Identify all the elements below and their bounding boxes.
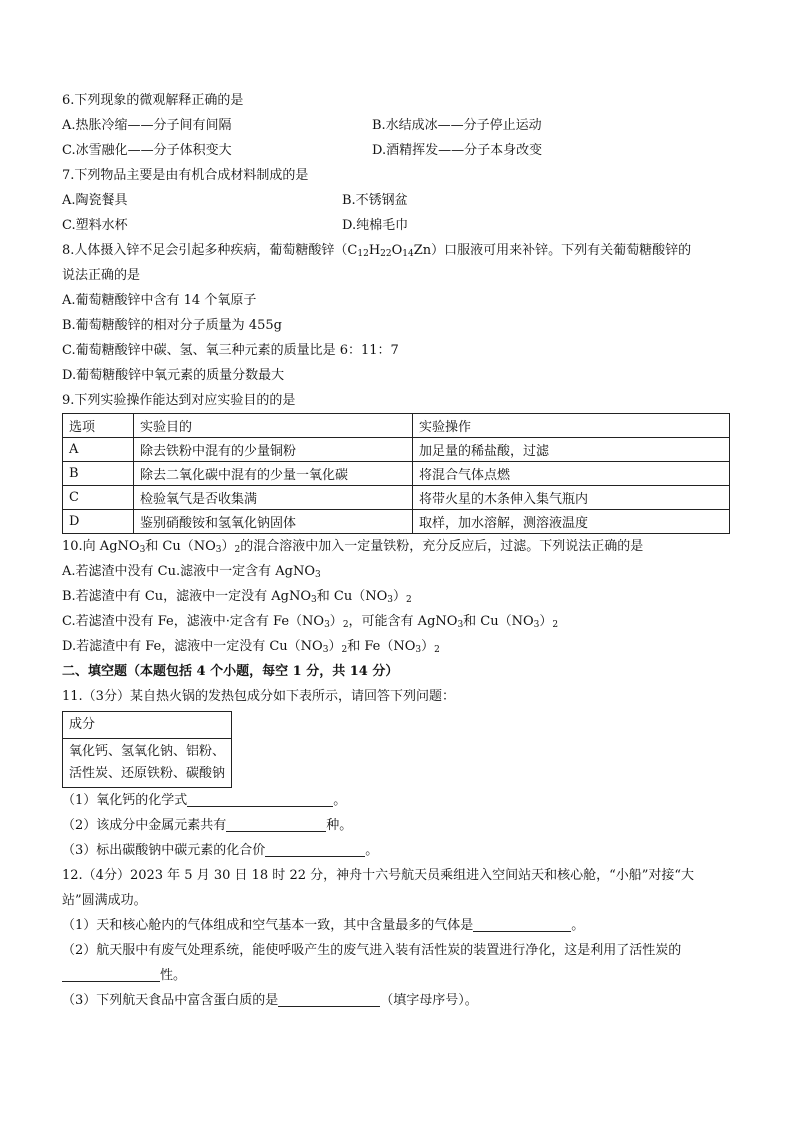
table-row (63, 486, 730, 510)
header-purpose: 实验目的 (134, 414, 413, 438)
exam-page (62, 88, 732, 1013)
q7-option-c: C.塑料水杯 (62, 218, 128, 233)
q10-sub: 3 (314, 570, 321, 580)
q6-option-a: A.热胀冷缩——分子间有间隔 (62, 118, 232, 133)
section-title: 二、填空题（本题包括 4 个小题，每空 1 分，共 14 分） (62, 664, 399, 679)
q10-option-a (62, 559, 732, 584)
q11-part3 (62, 838, 732, 863)
cell-operation: 将混合气体点燃 (413, 462, 730, 486)
q10-sub: 3 (322, 645, 329, 655)
q8-option-c: C.葡萄糖酸锌中碳、氢、氧三种元素的质量比是 6：11：7 (62, 343, 399, 358)
q10-sub: 3 (533, 620, 540, 630)
q10-text: ） (221, 539, 235, 554)
q10-option-b (62, 584, 732, 609)
q10-text: ） (329, 614, 343, 629)
header-operation: 实验操作 (413, 414, 730, 438)
answer-blank[interactable] (278, 990, 380, 1007)
cell-option: C (63, 486, 134, 510)
q10-sub: 2 (342, 620, 349, 630)
q7-options-row1 (62, 188, 732, 213)
q10-text: 和 Fe（NO (347, 639, 416, 654)
q9-table (62, 413, 730, 534)
table-row (63, 462, 730, 486)
table-row (63, 739, 232, 788)
q10-sub: 2 (434, 645, 440, 655)
q10-stem (62, 534, 732, 559)
q12-text: （填字母序号）。 (380, 993, 478, 1008)
cell-operation: 加足量的稀盐酸，过滤 (413, 438, 730, 462)
header-component: 成分 (63, 712, 232, 739)
table-header-row (63, 414, 730, 438)
cell-components (63, 739, 232, 788)
q7-option-d: D.纯棉毛巾 (342, 218, 409, 233)
q8-element-h: H (368, 243, 381, 258)
q6-option-d: D.酒精挥发——分子本身改变 (372, 143, 543, 158)
q10-sub: 3 (457, 620, 464, 630)
q12-text: （3）下列航天食品中富含蛋白质的是 (62, 993, 279, 1008)
q12-stem-line2: 站”圆满成功。 (62, 893, 147, 908)
cell-purpose: 鉴别硝酸铵和氢氧化钠固体 (134, 510, 413, 534)
table-row (63, 438, 730, 462)
cell-operation: 将带火星的木条伸入集气瓶内 (413, 486, 730, 510)
q11-component-table (62, 711, 232, 788)
q10-text: B.若滤渣中有 Cu，滤液中一定没有 AgNO (62, 589, 312, 604)
q10-sub: 2 (406, 595, 412, 605)
q10-sub: 3 (139, 545, 146, 555)
table-row (63, 510, 730, 534)
q10-sub: 3 (387, 595, 393, 605)
q8-stem-line2: 说法正确的是 (62, 268, 141, 283)
q7-options-row2 (62, 213, 732, 238)
q12-part2: （2）航天服中有废气处理系统，能使呼吸产生的废气进入装有活性炭的装置进行净化，这是利用了活性炭的 (62, 943, 682, 958)
q10-text: A.若滤渣中没有 Cu.滤液中一定含有 AgNO (62, 564, 315, 579)
q12-part1 (62, 913, 732, 938)
q11-text: （3）标出碳酸钠中碳元素的化合价 (62, 843, 266, 858)
q11-part2 (62, 813, 732, 838)
q10-text: 10.向 AgNO (62, 539, 140, 554)
q10-option-c (62, 609, 732, 634)
q11-text: 。 (365, 843, 379, 858)
components-line2: 活性炭、还原铁粉、碳酸钠 (69, 766, 226, 781)
q6-stem: 6.下列现象的微观解释正确的是 (62, 93, 244, 108)
q10-sub: 3 (215, 545, 222, 555)
answer-blank[interactable] (473, 915, 571, 932)
q8-sub-o: 14 (402, 249, 414, 259)
q7-option-a: A.陶瓷餐具 (62, 193, 128, 208)
q7-stem: 7.下列物品主要是由有机合成材料制成的是 (62, 168, 309, 183)
q10-sub: 3 (415, 645, 422, 655)
table-header-row (63, 712, 232, 739)
q12-stem: 12.（4分）2023 年 5 月 30 日 18 时 22 分，神舟十六号航天员乘组进入空间站天和核心舱，“小船”对接“大 (62, 868, 695, 883)
cell-operation: 取样，加水溶解，测溶液温度 (413, 510, 730, 534)
q10-option-d (62, 634, 732, 659)
q10-text: D.若滤渣中有 Fe，滤液中一定没有 Cu（NO (62, 639, 323, 654)
q12-part2-cont (62, 963, 732, 988)
q10-text: ，可能含有 AgNO (348, 614, 458, 629)
q10-text: ） (328, 639, 342, 654)
q8-stem (62, 238, 732, 263)
q10-sub: 2 (234, 545, 241, 555)
q8-option-a: A.葡萄糖酸锌中含有 14 个氧原子 (62, 293, 257, 308)
q10-text: ） (392, 589, 406, 604)
header-option: 选项 (63, 414, 134, 438)
q8-stem-part: Zn）口服液可用来补锌。下列有关葡萄糖酸锌的 (413, 243, 692, 258)
q10-text: 和 Cu（NO (145, 539, 216, 554)
q11-text: （1）氧化钙的化学式 (62, 793, 188, 808)
answer-blank[interactable] (62, 965, 160, 982)
q10-sub: 2 (552, 620, 559, 630)
q11-part1 (62, 788, 732, 813)
q10-sub: 2 (341, 645, 348, 655)
answer-blank[interactable] (226, 815, 326, 832)
cell-option: B (63, 462, 134, 486)
q10-text: ） (539, 614, 553, 629)
q12-part3 (62, 988, 732, 1013)
cell-purpose: 除去二氧化碳中混有的少量一氧化碳 (134, 462, 413, 486)
answer-blank[interactable] (187, 790, 333, 807)
q8-element-o: O (391, 243, 403, 258)
q11-text: 种。 (326, 818, 353, 833)
q10-text: 的混合溶液中加入一定量铁粉，充分反应后，过滤。下列说法正确的是 (240, 539, 644, 554)
q6-options-row1 (62, 113, 732, 138)
q12-text: （1）天和核心舱内的气体组成和空气基本一致，其中含量最多的气体是 (62, 918, 474, 933)
q10-sub: 3 (311, 595, 317, 605)
cell-purpose: 除去铁粉中混有的少量铜粉 (134, 438, 413, 462)
q12-text: 性。 (160, 968, 187, 983)
q8-stem-part: 8.人体摄入锌不足会引起多种疾病，葡萄糖酸锌（C (62, 243, 358, 258)
components-line1: 氧化钙、氢氧化钠、铝粉、 (69, 744, 226, 759)
cell-purpose: 检验氧气是否收集满 (134, 486, 413, 510)
q9-stem: 9.下列实验操作能达到对应实验目的的是 (62, 393, 296, 408)
q6-option-c: C.冰雪融化——分子体积变大 (62, 143, 232, 158)
q6-option-b: B.水结成冰——分子停止运动 (372, 118, 542, 133)
q8-option-d: D.葡萄糖酸锌中氧元素的质量分数最大 (62, 368, 285, 383)
q8-sub-c: 12 (357, 249, 369, 259)
q8-option-b: B.葡萄糖酸锌的相对分子质量为 455g (62, 318, 282, 333)
q10-text: ） (421, 639, 435, 654)
q10-text: 和 Cu（NO (463, 614, 534, 629)
q11-stem: 11.（3分）某自热火锅的发热包成分如下表所示，请回答下列问题： (62, 689, 455, 704)
q11-text: （2）该成分中金属元素共有 (62, 818, 227, 833)
q10-text: C.若滤渣中没有 Fe，滤液中·定含有 Fe（NO (62, 614, 325, 629)
q10-text: 和 Cu（NO (316, 589, 388, 604)
q8-sub-h: 22 (380, 249, 392, 259)
q12-text: 。 (571, 918, 585, 933)
q10-sub: 3 (324, 620, 330, 630)
cell-option: D (63, 510, 134, 534)
q6-options-row2 (62, 138, 732, 163)
q7-option-b: B.不锈钢盆 (342, 193, 408, 208)
cell-option: A (63, 438, 134, 462)
q11-text: 。 (333, 793, 347, 808)
answer-blank[interactable] (265, 840, 365, 857)
